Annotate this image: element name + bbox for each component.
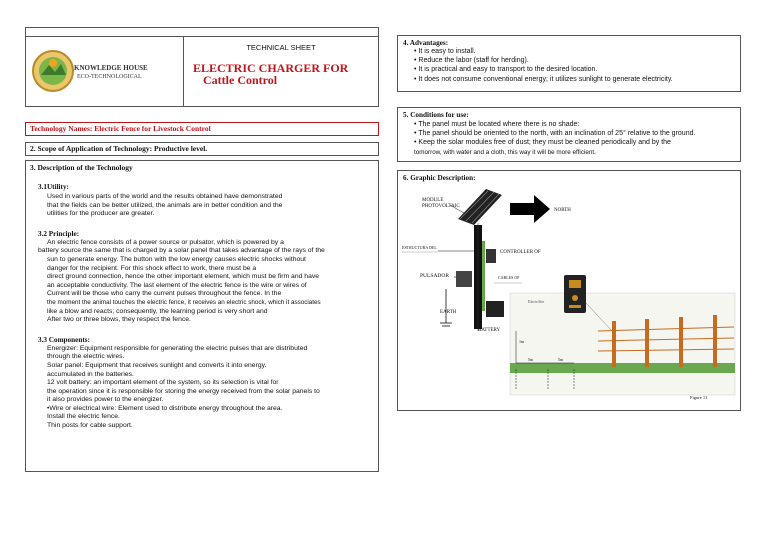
- utility-paragraph: [38, 193, 376, 219]
- graphic-illustration: [398, 183, 742, 411]
- battery-icon: [486, 301, 504, 317]
- principle-line: An electric fence consists of a power source or pulsator, which is powered by a: [47, 238, 284, 246]
- components-heading: 3.3 Components:: [38, 335, 90, 344]
- components-line: 12 volt battery: an important element of the system, so its selection is vital for: [47, 379, 279, 387]
- north-label: NORTH: [554, 208, 571, 213]
- solar-panel-icon: [458, 189, 502, 225]
- principle-line: After two or three blows, they respect the fence.: [47, 316, 191, 324]
- cables-label: CABLES OF: [498, 275, 520, 280]
- advantage-item: • Reduce the labor (staff for herding).: [414, 57, 529, 65]
- principle-heading: 3.2 Principle:: [38, 229, 80, 238]
- principle-line: battery source the same that is charged by a solar panel that takes advantage of the rays of the: [38, 247, 325, 255]
- condition-item: • Keep the solar modules free of dust; they must be cleaned periodically and by the: [414, 139, 671, 147]
- conditions-heading: 5. Conditions for use:: [403, 111, 469, 119]
- controller-label: CONTROLLER OF: [500, 250, 541, 255]
- advantages-heading: 4. Advantages:: [403, 39, 449, 47]
- components-line: through the electric wires.: [47, 353, 125, 361]
- components-line: Energizer: Equipment responsible for generating the electric pulses that are distributed: [47, 344, 308, 352]
- sheet-label: TECHNICAL SHEET: [246, 43, 316, 52]
- scope-box: [25, 142, 379, 156]
- components-paragraph: [38, 345, 376, 431]
- logo-emblem-icon: [31, 49, 75, 93]
- principle-paragraph: [38, 239, 376, 325]
- title-line2: Cattle Control: [203, 73, 278, 87]
- advantages-box: [397, 35, 741, 92]
- advantages-list: [414, 47, 673, 84]
- utility-heading: 3.1Utility:: [38, 183, 69, 191]
- logo-text-line2: ECO-TECHNOLOGICAL: [77, 74, 142, 80]
- components-line: the operation since it is responsible for storing the energy received from the solar panels to: [47, 387, 320, 395]
- conditions-box: [397, 107, 741, 162]
- utility-line: utilities for the producer are greater.: [47, 210, 155, 218]
- description-heading: 3. Description of the Technology: [30, 163, 133, 172]
- title-cell: [183, 36, 379, 107]
- principle-line: direct ground connection, hence the other important element, which must be firm and have: [47, 273, 320, 281]
- tech-names-box: [25, 122, 379, 136]
- earth-label: EARTH: [440, 310, 457, 315]
- conditions-list: [414, 120, 695, 157]
- advantage-item: • It is practical and easy to transport to the desired location.: [414, 66, 598, 74]
- principle-line: an acceptable conductivity. The last element of the electric fence is the wire or wires of: [47, 281, 307, 289]
- module-label: MODULE: [422, 198, 444, 203]
- pulsador-box: [456, 271, 472, 287]
- tech-names-text: Technology Names: Electric Fence for Livestock Control: [30, 124, 211, 133]
- title-line1: ELECTRIC CHARGER FOR: [193, 61, 349, 75]
- header-box: [25, 27, 379, 107]
- components-line: Thin posts for cable support.: [47, 422, 133, 430]
- principle-line: like a blow and reacts; consequently, the learning period is very short and: [47, 307, 268, 315]
- advantage-item: • It is easy to install.: [414, 48, 476, 55]
- principle-line: the moment the animal touches the electric fence, it receives an electric shock, which it associates: [47, 298, 321, 306]
- principle-line: danger for the recipient. For this shock effect to work, there must be a: [47, 264, 257, 272]
- principle-line: sun to generate energy. The button with the low energy causes electric shocks without: [47, 255, 306, 263]
- battery-label: BATTERY: [478, 328, 501, 333]
- dimension-label-2: 5m: [558, 357, 564, 362]
- principle-line: Current will be those who carry the current pulses throughout the fence. In the: [47, 290, 282, 298]
- dimension-label-3: 1m: [519, 339, 525, 344]
- advantage-item: • It does not consume conventional energy; it utilizes sunlight to generate electricity.: [414, 75, 673, 83]
- condition-item: • The panel must be located where there is no shade:: [414, 121, 580, 128]
- components-line: it also provides power to the energizer.: [47, 396, 164, 404]
- controller-box: [486, 249, 496, 263]
- north-arrow-icon: [510, 195, 550, 223]
- utility-line: that the fields can be better utilized, the animals are in better condition and the: [47, 201, 283, 209]
- graphic-box: [397, 170, 741, 411]
- utility-line: Used in various parts of the world and the results obtained have demonstrated: [47, 193, 283, 200]
- energizer-device-icon: [564, 275, 586, 313]
- logo-cell: [26, 36, 184, 107]
- graphic-heading: 6. Graphic Description:: [403, 174, 476, 182]
- dimension-label-1: 5m: [528, 357, 534, 362]
- components-line: •Wire or electrical wire: Element used to distribute energy throughout the area.: [47, 404, 283, 412]
- components-line: Solar panel: Equipment that receives sunlight and converts it into energy.: [47, 361, 267, 369]
- module-label-2: PHOTOVOLTAIC: [422, 204, 460, 209]
- fence-scene: [510, 293, 735, 395]
- figure-label: Figure 11: [690, 395, 708, 400]
- structure-label: ESTRUCTURA DEL: [402, 245, 437, 250]
- components-line: accumulated in the batteries.: [47, 370, 134, 378]
- scope-text: 2. Scope of Application of Technology: Productive level.: [30, 144, 208, 153]
- pulsador-label: PULSADOR: [420, 273, 450, 279]
- energizer-label: Electrifier: [528, 299, 545, 304]
- components-line: Install the electric fence.: [47, 413, 120, 421]
- condition-item: tomorrow, with water and a cloth, this way it will be more efficient.: [414, 148, 596, 156]
- logo-text-line1: KNOWLEDGE HOUSE: [74, 64, 148, 72]
- description-box: [25, 160, 379, 472]
- condition-item: • The panel should be oriented to the north, with an inclination of 25° relative to the ground.: [414, 130, 696, 138]
